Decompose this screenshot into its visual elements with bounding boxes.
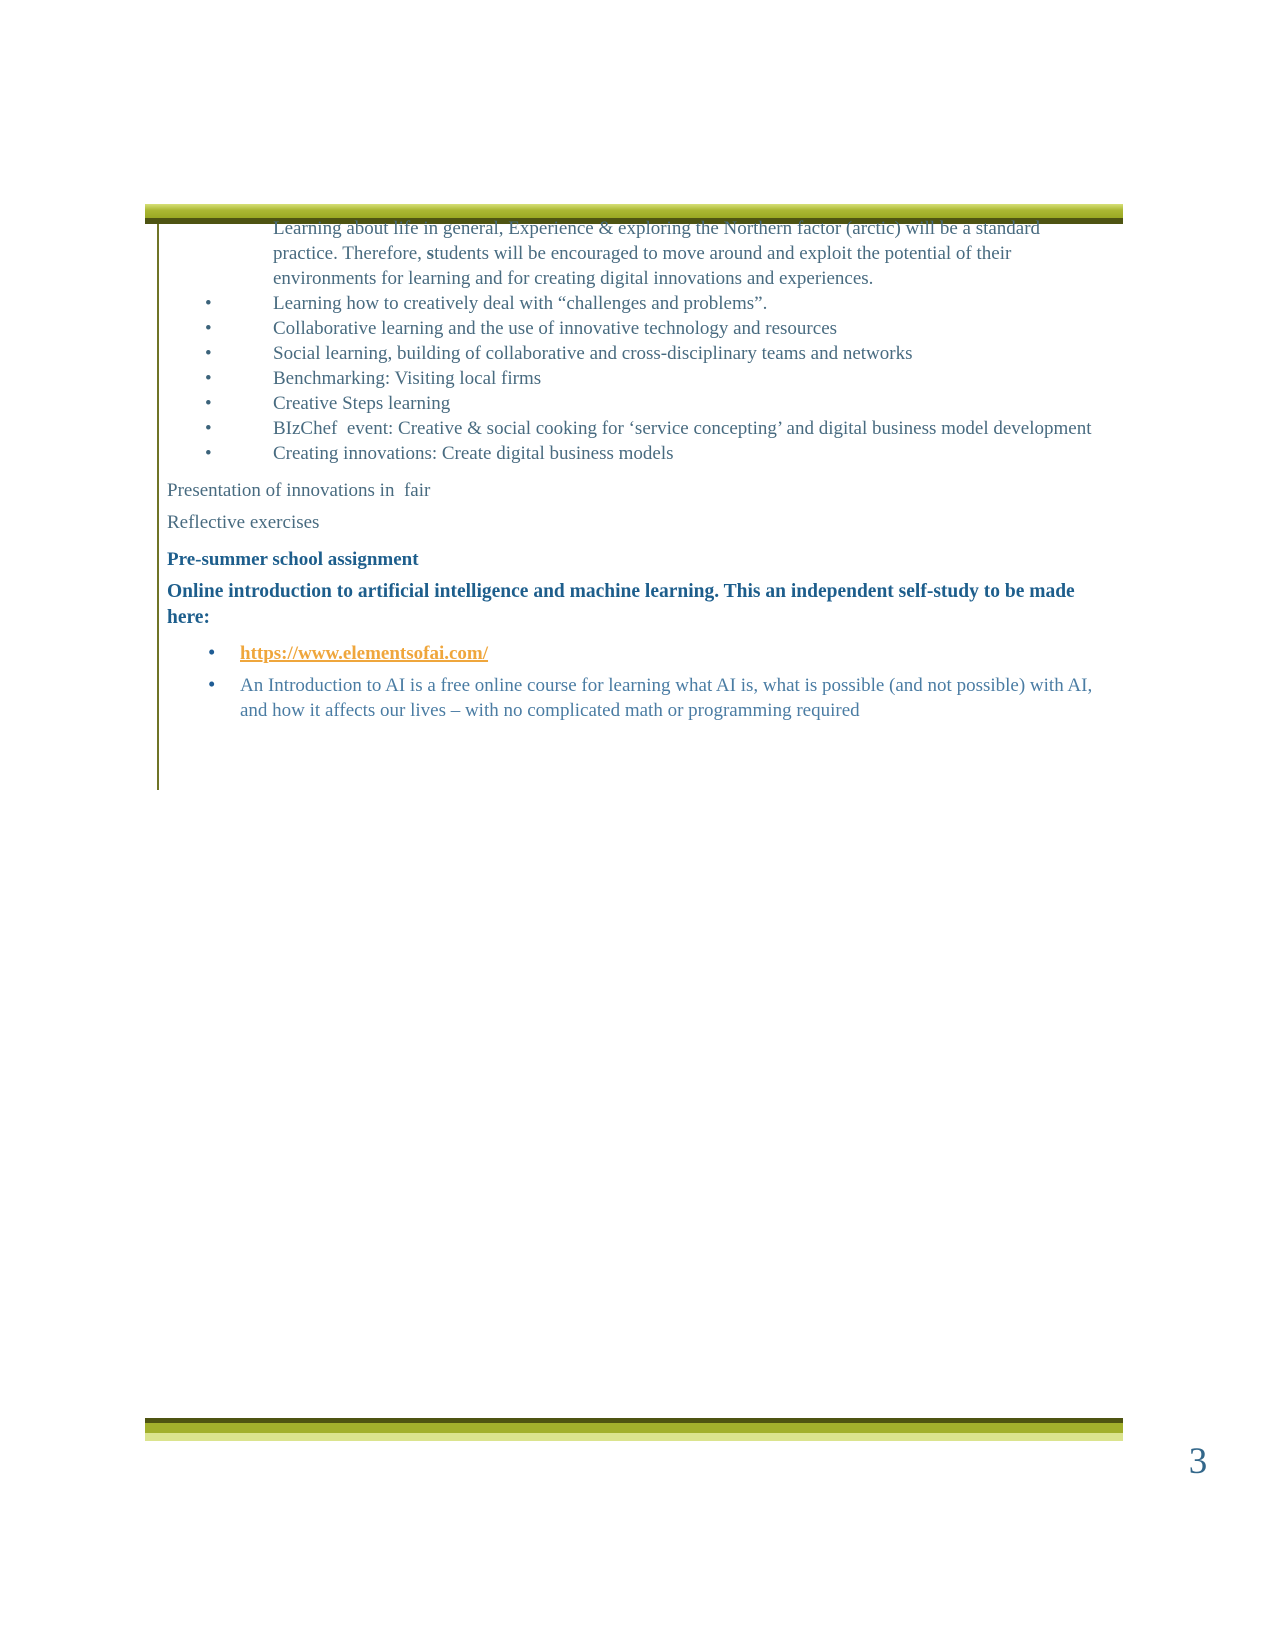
assignment-links-list	[167, 641, 1095, 723]
list-item: • Collaborative learning and the use of innovative technology and resources	[167, 316, 1095, 341]
list-item-link	[167, 641, 1095, 666]
presentation-paragraph: Presentation of innovations in fair	[167, 480, 431, 501]
pre-summer-heading: Pre-summer school assignment	[167, 549, 419, 570]
intro-text-1: Learning about life in general, Experience & exploring the Northern factor (arctic) will be a standard practice. Therefore,	[273, 218, 1045, 264]
list-item: • BIzChef event: Creative & social cooking for ‘service concepting’ and digital business model development	[167, 416, 1095, 441]
list-item: • Creative Steps learning	[167, 391, 1095, 416]
list-item: • Social learning, building of collaborative and cross-disciplinary teams and networks	[167, 341, 1095, 366]
page-number: 3	[1188, 1441, 1208, 1482]
assignment-intro-paragraph: Online introduction to artificial intelligence and machine learning. This an independent self-study to be made here:	[167, 581, 1080, 628]
list-item: • An Introduction to AI is a free online course for learning what AI is, what is possible (and not possible) with AI, and how it affects our lives – with no complicated math or programming required	[167, 673, 1095, 723]
bottom-bar-green-stripe	[145, 1423, 1123, 1433]
intro-bold-letter: s	[426, 243, 435, 264]
document-body	[167, 216, 1095, 730]
reflective-paragraph: Reflective exercises	[167, 512, 320, 533]
intro-text-2: tudents will be encouraged to move around and exploit the potential of their environments for learning and for creating digital innovations and experiences.	[273, 243, 1017, 289]
left-margin-rule	[157, 224, 159, 790]
list-item: • Learning how to creatively deal with “challenges and problems”.	[167, 291, 1095, 316]
learning-methods-list	[167, 291, 1095, 466]
list-item: • Benchmarking: Visiting local firms	[167, 366, 1095, 391]
list-item: • Creating innovations: Create digital business models	[167, 441, 1095, 466]
elementsofai-link[interactable]: https://www.elementsofai.com/	[240, 643, 489, 664]
bottom-bar-pale-stripe	[145, 1433, 1123, 1441]
bottom-border-bar	[145, 1418, 1123, 1441]
intro-paragraph	[273, 216, 1095, 291]
